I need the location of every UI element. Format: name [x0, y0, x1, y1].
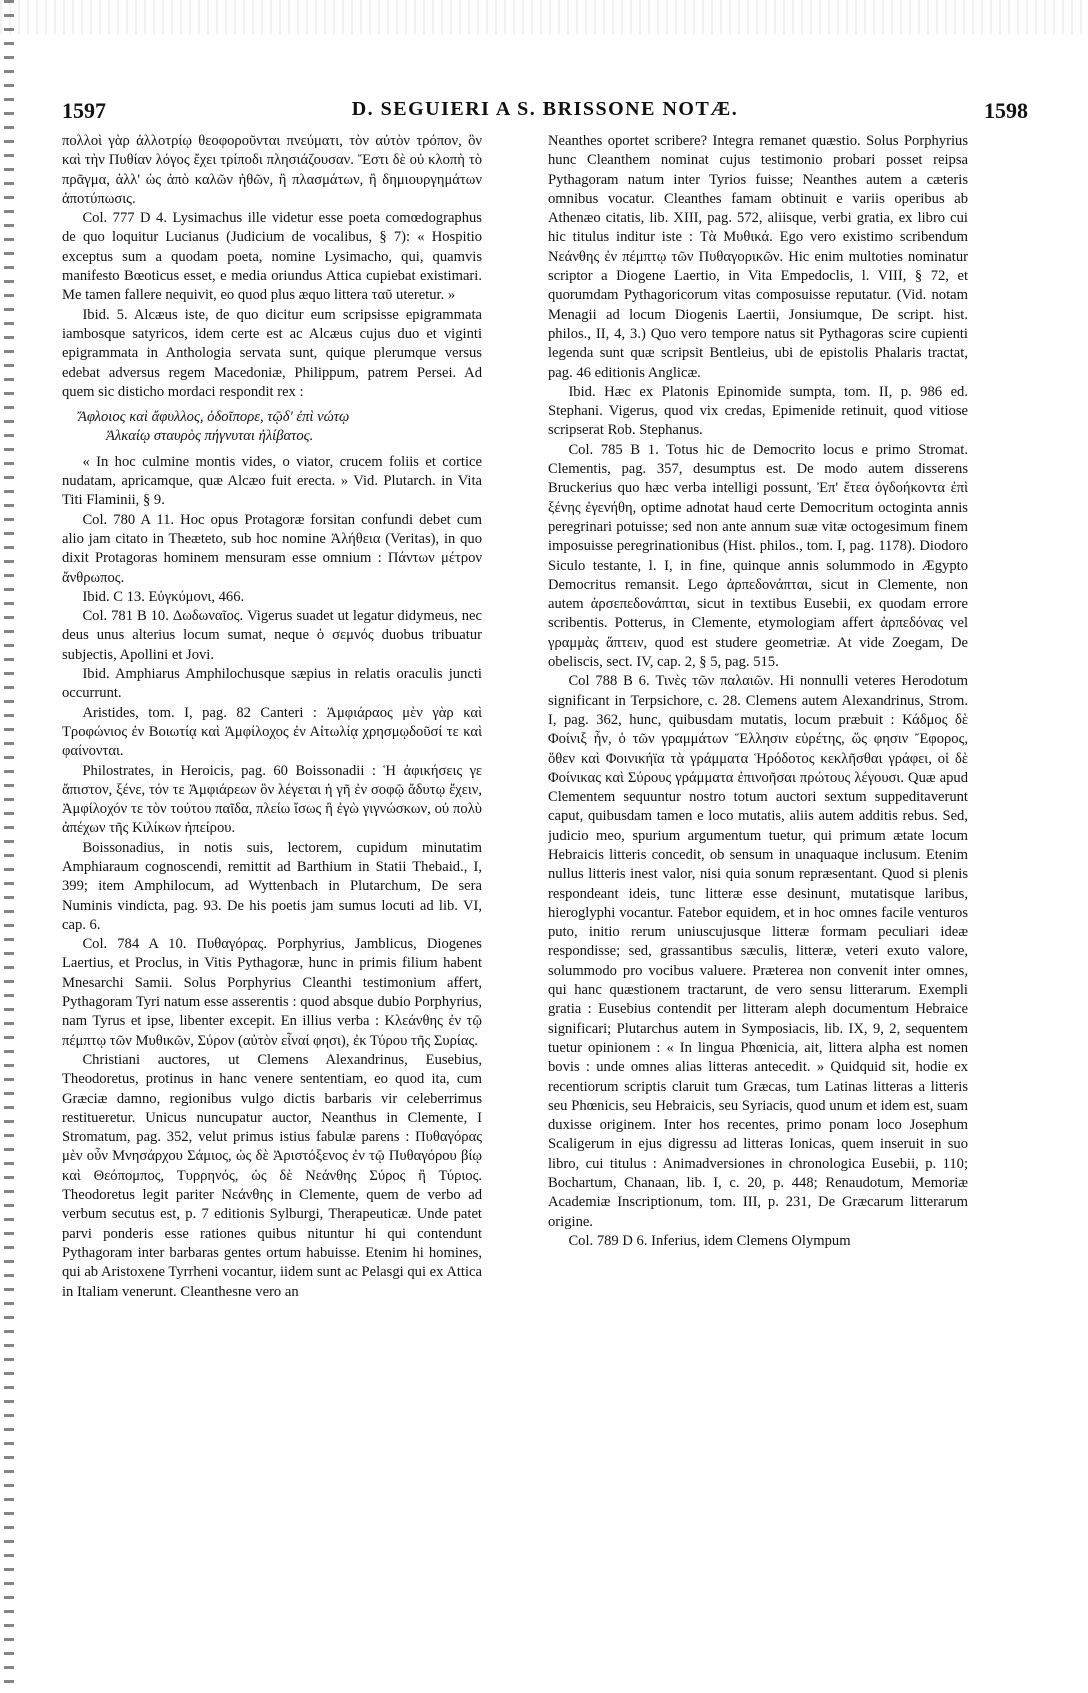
paragraph: Col. 784 A 10. Πυθαγόρας. Porphyrius, Jamblicus, Diogenes Laertius, et Proclus, in Vitis Pythagoræ, hunc in primis filium habent Mnesarchi Samii. Solus Porphyrius Cleanthi testimonium affert, Pythagoram Tyri natum esse asserentis : quod absque dubio Porphyrius, nam Tyrus et ipse, libenter excepit. En illius verba : Κλεάνθης ἐν τῷ πέμπτῳ τῶν Μυθικῶν, Σύρον (αὐτὸν εἶναί φησι), ἐκ Τύρου τῆς Συρίας. — [62, 936, 482, 1049]
paragraph: Col. 789 D 6. Inferius, idem Clemens Olympum — [568, 1232, 851, 1249]
paragraph: Boissonadius, in notis suis, lectorem, cupidum minutatim Amphiaraum cognoscendi, remittit ad Barthium in Statii Thebaid., I, 399; item Amphilocum, ad Wyttenbach in Plutarchum, De sera Numinis vindicta, pag. 93. De his poetis jam sumus locuti ad lib. VI, cap. 6. — [62, 839, 482, 933]
paragraph: Col. 785 B 1. Totus hic de Democrito locus e primo Stromat. Clementis, pag. 357, desumptus est. De modo autem disserens Bruckerius quo hæc verba intelligi possunt, Ἐπ' ἔτεα ὀγδοήκοντα ἐπὶ ξένης ἐγενήθη, optime adnotat haud certe Democritum octoginta annis peregrinari potuisse; sed non ante annum suæ vitæ octogesimum finem imposuisse peregrinationibus (Hist. philos., tom. I, pag. 1178). Diodoro Siculo testante, l. I, in fine, quinque annis solummodo in Ægypto Democritus remansit. Lego ἀρπεδονάπται, sicut in Clemente, non autem ἀρσεπεδονάπται, sicut in textibus Eusebii, ex quodam errore scribentis. Potterus, in Clemente, etymologiam affert ἁρπεδόνας vel γραμμὰς ἅπτειν, quod est studere geometriæ. At vide Zoegam, De obeliscis, sect. IV, cap. 2, § 5, pag. 515. — [548, 441, 968, 671]
verse-line: Ἄφλοιος καὶ ἄφυλλος, ὁδοῖπορε, τῷδ' ἐπὶ νώτῳ — [78, 409, 350, 426]
paragraph: Neanthes oportet scribere? Integra remanet quæstio. Solus Porphyrius hunc Cleanthem nominat cujus testimonio probari posset reipsa Pythagoram natum inter Tyrios fuisse; Neanthes autem a cæteris omnibus vocatur. Cleanthes famam obtinuit e variis operibus ab Athenæo citatis, lib. XIII, pag. 572, aliisque, verbi gratia, ex libro cui hic titulus inditur iste : Τὰ Μυθικά. Ego vero existimo scribendum Νεάνθης ἐν πέμπτῳ τῶν Πυθαγορικῶν. Hic enim multoties nominatur scriptor a Diogene Laertio, in Vita Empedoclis, l. VIII, § 72, et quorumdam Pythagoricorum vitas composuisse reputatur. (Vid. notam Menagii ad locum Diogenis Laertii, Jonsiumque, De script. hist. philos., II, 4, 3.) Quo vero tempore natus sit Pythagoras scire cupienti legenda sunt quæ scripsit Bentleius, ubi de epistolis Phalaris tractat, pag. 46 editionis Anglicæ. — [548, 133, 968, 381]
paragraph: Philostrates, in Heroicis, pag. 60 Boissonadii : Ἡ ἀφικήσεις γε ἄπιστον, ξένε, τόν τε Ἀμφιάρεων ὃν λέγεται ἡ γῆ ἐν σοφῷ ἄδυτῳ ἔχειν, Ἀμφίλοχόν τε τὸν τούτου παῖδα, πλείω ἴσως ἢ ἐγὼ γιγνώσκων, οὐ πολὺ ἀπέχων τῆς Κιλίκων ἠπείρου. — [62, 762, 482, 837]
paragraph: Col. 780 A 11. Hoc opus Protagoræ forsitan confundi debet cum alio jam citato in Theæteto, sub hoc nomine Ἀλήθεια (Veritas), in quo dixit Protagoras hominem mensuram esse omnium : Πάντων μέτρον ἄνθρωπος. — [62, 511, 482, 586]
right-column-number: 1598 — [984, 98, 1028, 123]
paragraph: Ibid. Hæc ex Platonis Epinomide sumpta, tom. II, p. 986 ed. Stephani. Vigerus, quod vix credas, Epimenide retinuit, quod vitiose scripserat Rob. Stephanus. — [548, 383, 968, 439]
left-column-number: 1597 — [62, 98, 106, 123]
paragraph: Col. 781 B 10. Δωδωναῖος. Vigerus suadet ut legatur didymeus, nec deus unus alterius locum sumat, neque ὁ σεμνός duobus tribuatur subjectis, Apollini et Jovi. — [62, 608, 482, 663]
paragraph: Ibid. Amphiarus Amphilochusque sæpius in relatis oraculis juncti occurrunt. — [62, 666, 482, 702]
paragraph: Ibid. C 13. Εὐγκύμονι, 466. — [82, 588, 245, 605]
left-column — [62, 132, 482, 1652]
paragraph: πολλοὶ γὰρ ἀλλοτρίῳ θεοφοροῦνται πνεύματι, τὸν αὐτὸν τρόπον, ὃν καὶ τὴν Πυθίαν λόγος ἔχει τρίποδι πλησιάζουσαν. Ἔστι δὲ οὐ κλοπὴ τὸ πρᾶγμα, ἀλλ' ὡς ἀπὸ καλῶν ἠθῶν, ἢ πλασμάτων, ἢ δημιουργημάτων ἀποτύπωσις. — [62, 133, 482, 207]
paragraph: Ibid. 5. Alcæus iste, de quo dicitur eum scripsisse epigrammata iambosque satyricos, idem certe est ac Alcæus cujus duo et viginti epigrammata in Anthologia servata sunt, quique plerumque versus edebat adversus regem Macedoniæ, Philippum, patrem Persei. Ad quem sic disticho mordaci respondit rex : — [62, 306, 482, 400]
right-column — [548, 132, 968, 1652]
page-header — [62, 98, 1028, 130]
paragraph: Aristides, tom. I, pag. 82 Canteri : Ἀμφιάραος μὲν γὰρ καὶ Τροφώνιος ἐν Βοιωτίᾳ καὶ Ἀμφίλοχος ἐν Αἰτωλίᾳ χρησμῳδοῦσί τε καὶ φαίνονται. — [62, 704, 482, 760]
binding-edge — [4, 0, 14, 1693]
paragraph: Col. 777 D 4. Lysimachus ille videtur esse poeta comœdographus de quo loquitur Lucianus (Judicium de vocalibus, § 7): « Hospitio exceptus sum a quodam poeta, nomine Lysimacho, qui, quamvis manifesto Bœoticus esset, e media oriundus Attica cupiebat existimari. Me tamen fallere nequivit, eo quod plus æquo littera ταῦ uteretur. » — [62, 210, 482, 304]
paragraph: Christiani auctores, ut Clemens Alexandrinus, Eusebius, Theodoretus, protinus in hanc venere sententiam, eo quod ita, cum Græciæ damno, regionibus vulgo dictis barbaris vir celeberrimus restitueretur. Unicus nuncupatur auctor, Neanthus in Clemente, I Stromatum, pag. 352, velut primus istius fabulæ parens : Πυθαγόρας μὲν οὖν Μνησάρχου Σάμιος, ὡς δὲ Ἀριστόξενος ἐν τῷ Πυθαγόρου βίῳ καὶ Θεόπομπος, Τυρρηνός, ὡς δὲ Νεάνθης Σύρος ἢ Τύριος. Theodoretus legit pariter Νεάνθης in Clemente, quem de verbo ad verbum secutus est, p. 7 editionis Sylburgi, Therapeuticæ. Unde patet parvi ponderis esse rationes quibus nituntur hi qui contendunt Pythagoram inter barbaras gentes ortum habuisse. Etenim hi homines, qui ab Aristoxene Tyrrheni vocantur, iidem sunt ac Pelasgi qui ex Attica in Italiam venerunt. Cleanthesne vero an — [62, 1051, 482, 1300]
paragraph: « In hoc culmine montis vides, o viator, crucem foliis et cortice nudatam, apricamque, quæ Alcæo fuit erecta. » Vid. Plutarch. in Vita Titi Flaminii, § 9. — [62, 453, 482, 509]
verse-line: Ἀλκαίῳ σταυρὸς πήγνυται ἠλίβατος. — [106, 428, 314, 445]
scan-noise — [0, 0, 1088, 34]
paragraph: Col 788 B 6. Τινὲς τῶν παλαιῶν. Hi nonnulli veteres Herodotum significant in Terpsichore, c. 28. Clemens autem Alexandrinus, Strom. I, pag. 362, hunc, quibusdam mutatis, locum præbuit : Κάδμος δὲ Φοίνιξ ἦν, ὁ τῶν γραμμάτων Ἕλλησιν εὑρέτης, ὥς φησιν Ἔφορος, ὅθεν καὶ Φοινικήϊα τὰ γράμματα Ἡρόδοτος κεκλῆσθαι γράφει, οἱ δὲ Φοίνικας καὶ Σύρους γράμματα ἐπινοῆσαι πρώτους λέγουσι. Quæ apud Clementem sequuntur nostro totum auctori sextum suppeditaverunt caput, quibusdam tamen e loco mutatis, aliis autem additis rebus. Sed, judicio meo, spurium argumentum tuetur, qui primum ætate locum Hebraicis litteris concedit, ob sensum in unaquaque inclusum. Etenim nullus litteris inest valor, nisi quia sonum repræsentant. Quod si plenis respondeant ideis, tunc litteræ esse desinunt, mutatisque laribus, hieroglyphi vocantur. Fatebor equidem, et in hoc omnes facile venturos puto, initio rerum uniuscujusque litteræ formam peculiari ideæ respondisse; sed, grassantibus sæculis, litteræ, veteri exuto valore, solummodo pro vocibus valuere. Præterea non convenit inter omnes, qui hanc quæstionem tractarunt, de vero sensu litterarum. Exempli gratia : Eusebius contendit per litteram aleph documentum Hebraice significari; Plutarchus autem in Symposiacis, lib. IX, 9, 2, sequentem tuetur opinionem : « In lingua Phœnicia, ait, littera alpha est nomen bovis : unde omnes alias litteras antecedit. » Quidquid sit, hodie ex recentiorum scriptis claruit tum Græcas, tum Latinas litteras a litteris seu Phœnicis, seu Hebraicis, seu Syriacis, quod unum et idem est, suam duxisse originem. Inter hos recentes, primo ponam loco Josephum Scaligerum in ejus digressu ad litteras Ionicas, quem inseruit in suo libro, cui titulus : Animadversiones in chronologica Eusebii, p. 110; Bochartum, Chanaan, lib. I, c. 20, p. 448; Renaudotum, Memoriæ Academiæ Inscriptionum, tom. III, p. 231, De Græcarum litterarum origine. — [548, 673, 968, 1230]
running-title: D. SEGUIERI A S. BRISSONE NOTÆ. — [351, 98, 739, 120]
